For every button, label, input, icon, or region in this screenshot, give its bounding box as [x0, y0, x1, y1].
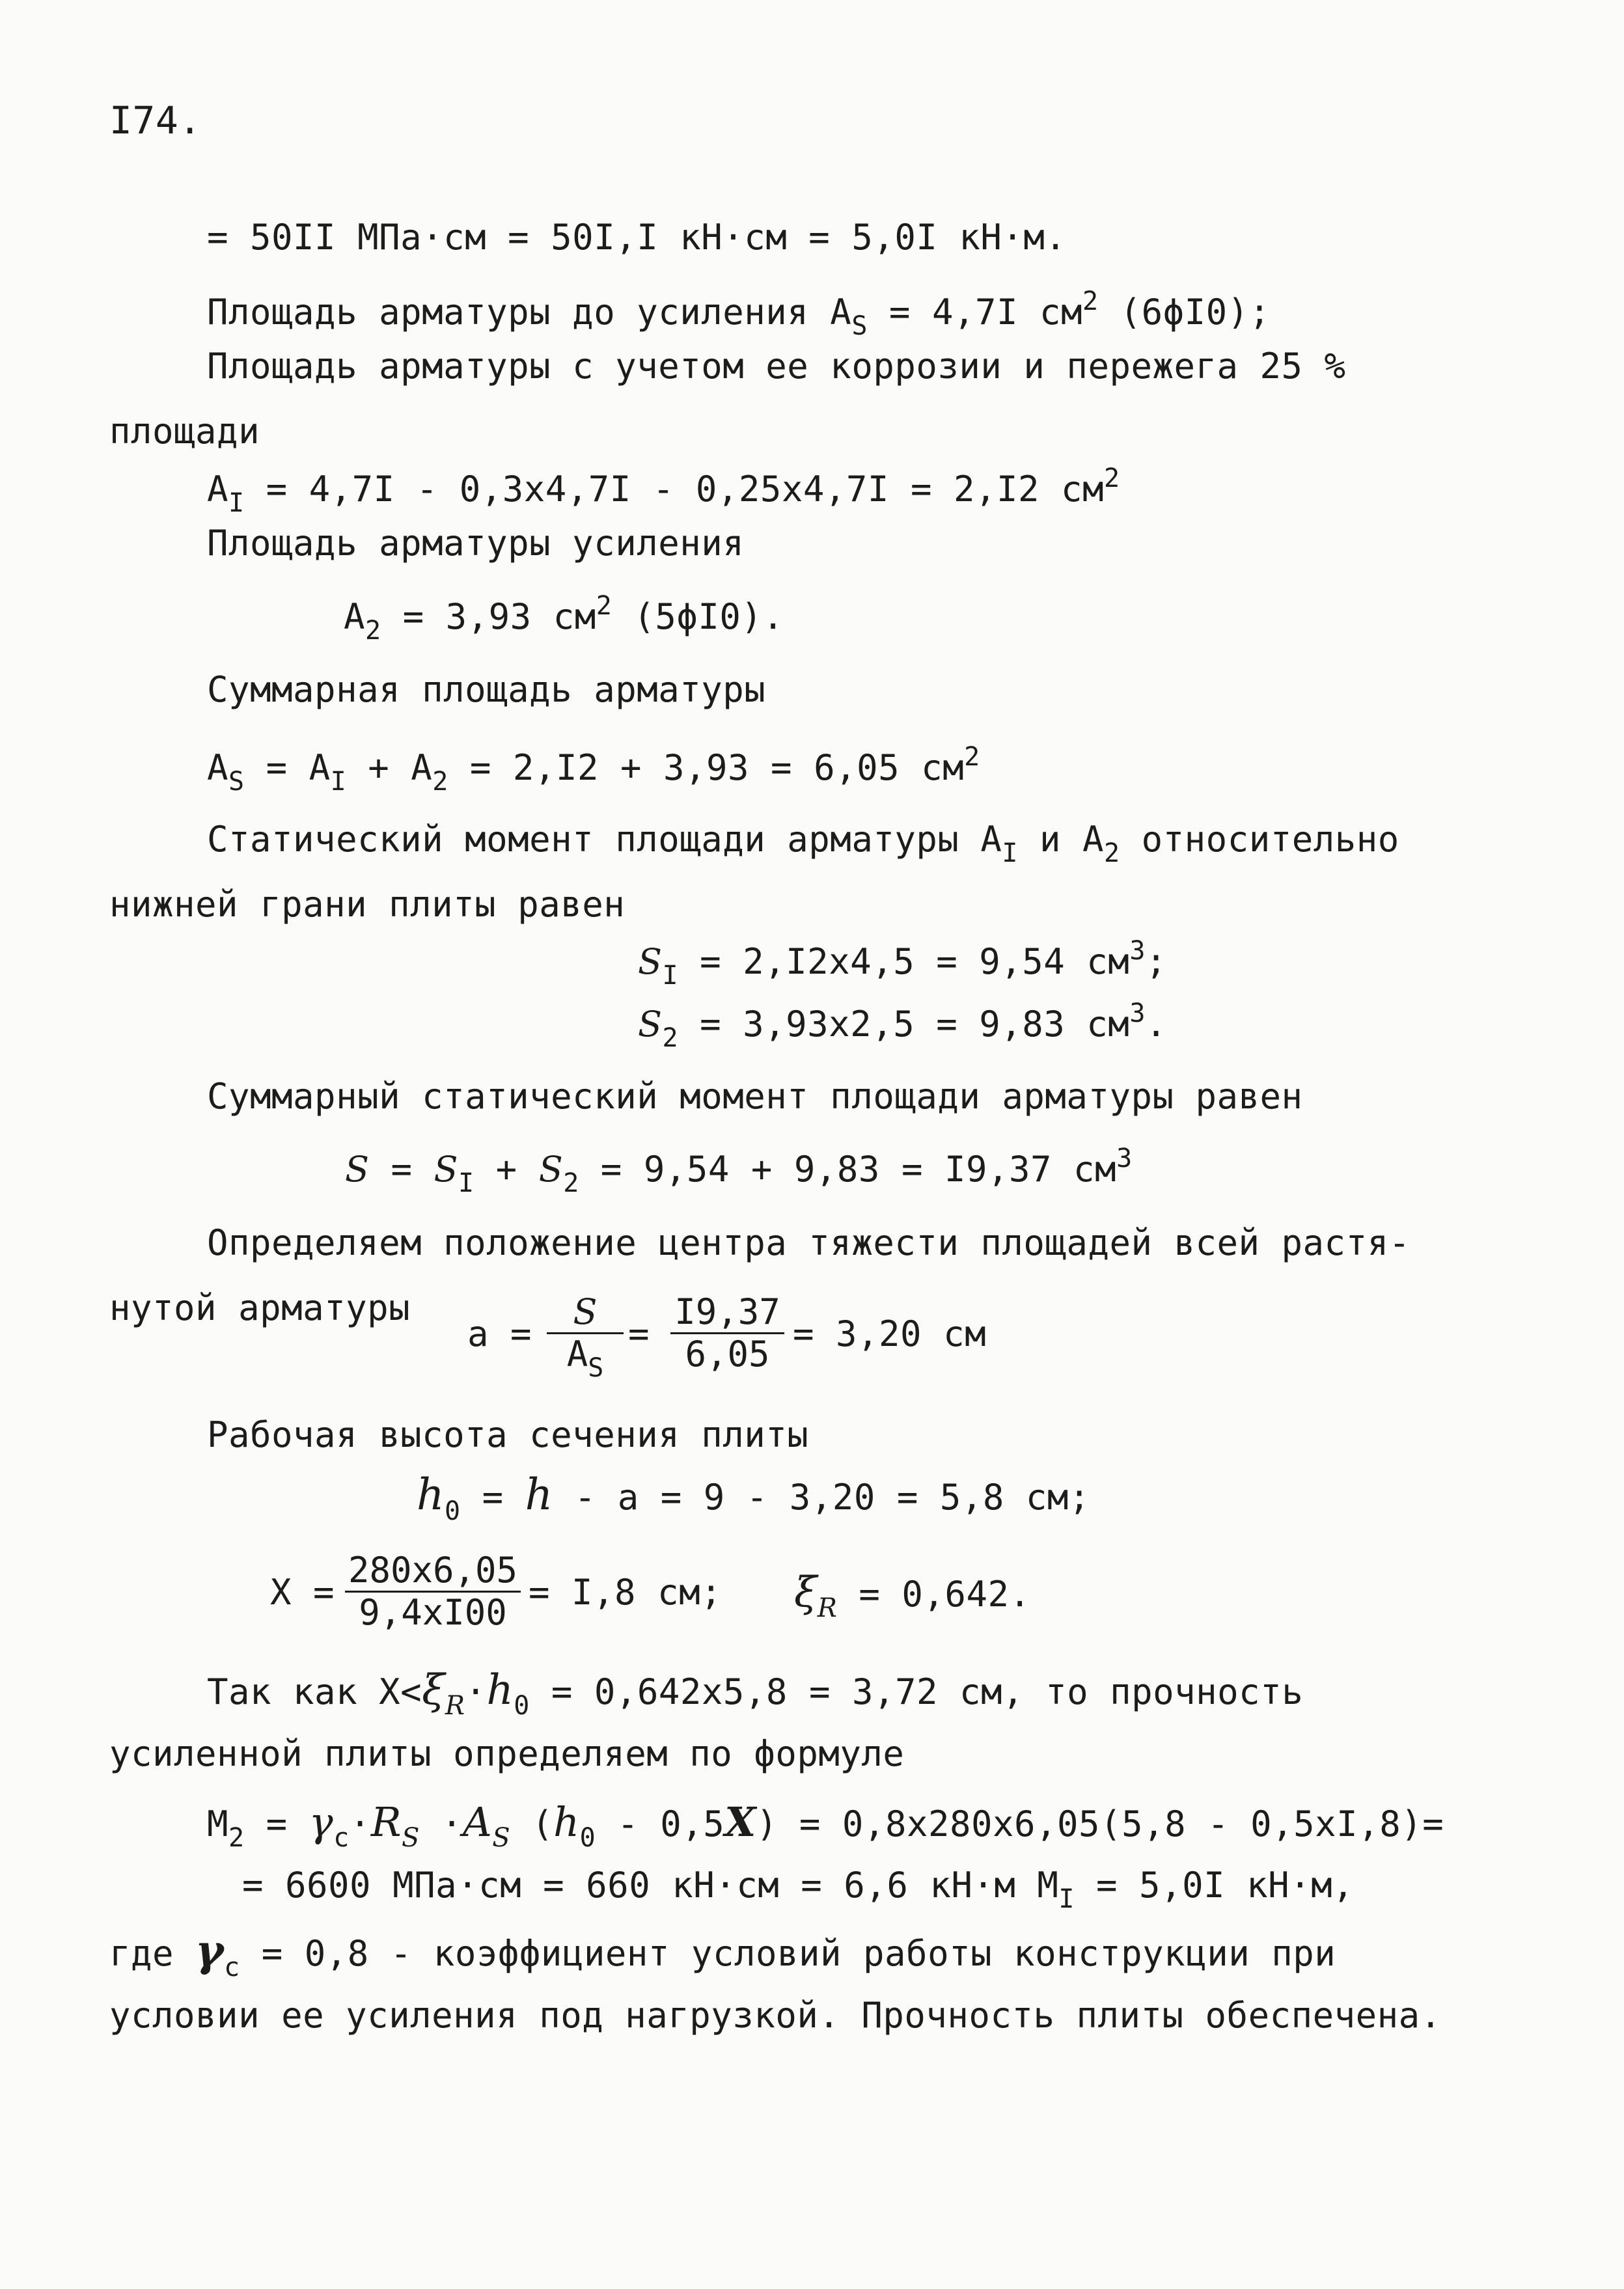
text-line-bottom-face: нижней грани плиты равен [109, 884, 626, 925]
formula-a-eq-label: a = [467, 1313, 532, 1354]
text-line-where-gamma: где $\gamma_c = 0,8$ - коэффициент условий работы конструкции при [109, 1925, 1336, 1982]
formula-a2: $A_2 = 3,93$ $см^2$ (5ϕI0). [344, 591, 784, 646]
formula-a-equals: = [628, 1313, 650, 1354]
formula-h0: $h_0 = h - a = 9 - 3,20 = 5,8$ см; [417, 1470, 1090, 1526]
text-line-conclusion: условии ее усиления под нагрузкой. Прочность плиты обеспечена. [109, 1995, 1442, 2036]
formula-s1: $S_I = 2,I2x4,5 = 9,54$ $см^3$; [638, 936, 1167, 991]
text-line-strength-formula: усиленной плиты определяем по формуле [109, 1733, 905, 1774]
text-line-area-before: Площадь арматуры до усиления $A_S = 4,7I$ $см^2$ (6ϕI0); [207, 286, 1271, 341]
text-line-total-static-moment: Суммарный статический момент площади арматуры равен [207, 1076, 1303, 1117]
formula-as-total: $A_S = A_I + A_2 = 2,I2 + 3,93 = 6,05$ $см^2$ [207, 742, 980, 797]
formula-a-result: = 3,20 см [793, 1313, 987, 1354]
text-line-effective-depth: Рабочая высота сечения плиты [207, 1414, 809, 1455]
text-line-center-of-gravity: Определяем положение центра тяжести площадей всей растя- [207, 1222, 1411, 1263]
formula-x-label: X = [270, 1572, 335, 1613]
fraction-s-over-as: $\frac{S}{A_S}$ [547, 1292, 624, 1388]
text-line-area-corrosion: Площадь арматуры с учетом ее коррозии и пережега 25 % [207, 346, 1346, 387]
text-line-reinforcement-area: Площадь арматуры усиления [207, 523, 745, 564]
text-line-moment-value: = 50II MПa·cм = 50I,I кH·cм = 5,0I кH·м. [207, 217, 1067, 258]
formula-m2: $M_2 = \gamma_c\cdot R_S \cdot A_S$ $(h_0 - 0,5X) = 0,8x280x6,05(5,8 - 0,5xI,8)=$ [207, 1798, 1444, 1853]
fraction-value: $\frac{I9,37}{6,05}$ [670, 1292, 784, 1375]
text-line-tensile-reinforcement: нутой арматуры [109, 1287, 411, 1328]
formula-xi-r: $\xi_R = 0,642$. [794, 1569, 1031, 1623]
text-line-static-moment: Статический момент площади арматуры $A_I$ и $A_2$ относительно [207, 819, 1399, 868]
formula-x-result: = I,8 см; [529, 1572, 723, 1613]
formula-m2-result: = 6600 MПa·cм = 660 кH·cм = 6,6 кH·м $M_I = 5,0I$ кH·м, [242, 1865, 1355, 1914]
formula-s2: $S_2 = 3,93x2,5 = 9,83$ $см^3$. [638, 998, 1167, 1053]
fraction-x: $\frac{280x6,05}{9,4xI00}$ [345, 1550, 521, 1633]
page-number: I74. [109, 98, 202, 143]
formula-a1: $A_I = 4,7I - 0,3x4,7I - 0,25x4,7I = 2,I2$ $см^2$ [207, 463, 1120, 518]
text-line-total-area: Суммарная площадь арматуры [207, 669, 766, 710]
text-line-area-word: площади [109, 411, 260, 452]
formula-s-total: $S = S_I + S_2 = 9,54 + 9,83 = I9,37$ $см^3$ [345, 1144, 1133, 1198]
text-line-since: Так как $X<\xi_R\cdot h_0 = 0,642x5,8 = 3,72$ см, то прочность [207, 1666, 1304, 1721]
